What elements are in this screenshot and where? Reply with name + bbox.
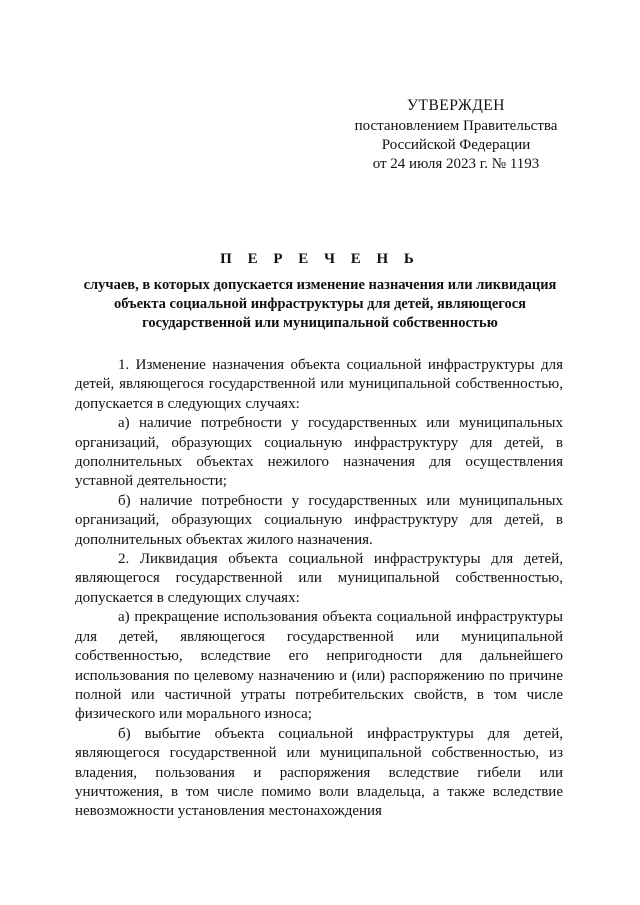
paragraph-1b: б) наличие потребности у государственных или муниципальных организаций, образующих социальную инфраструктуру для детей, в дополнительных объектах жилого назначения.: [75, 492, 563, 548]
document-subtitle: случаев, в которых допускается изменение назначения или ликвидация объекта социальной инфраструктуры для детей, являющегося государственной или муниципальной собственностью: [83, 277, 557, 331]
paragraph-2: 2. Ликвидация объекта социальной инфраструктуры для детей, являющегося государственной или муниципальной собственностью, допускается в следующих случаях:: [75, 551, 563, 606]
approval-line-2: Российской Федерации: [381, 137, 531, 153]
approval-line-3: от 24 июля 2023 г. № 1193: [372, 156, 540, 172]
approval-heading: УТВЕРЖДЕН: [407, 97, 505, 114]
approval-block: [338, 96, 574, 174]
document-title: П Е Р Е Ч Е Н Ь: [220, 251, 420, 267]
paragraph-2b: б) выбытие объекта социальной инфраструктуры для детей, являющегося государственной или муниципальной собственностью, из владения, пользования и распоряжения вследствие гибели или уничтожения, в том числе помимо воли владельца, а также вследствие невозможности установления местонахождения: [75, 725, 563, 820]
paragraph-1a: а) наличие потребности у государственных или муниципальных организаций, образующих социальную инфраструктуру для детей, в дополнительных объектах нежилого назначения для осуществления уставной деятельности;: [75, 415, 563, 490]
paragraph-2a: а) прекращение использования объекта социальной инфраструктуры для детей, являющегося государственной или муниципальной собственностью, вследствие его непригодности для дальнейшего использования по целевому назначению и (или) распоряжению по причине полной или частичной утраты потребительских свойств, в том числе физического или морального износа;: [75, 609, 563, 723]
paragraph-1: 1. Изменение назначения объекта социальной инфраструктуры для детей, являющегося государственной или муниципальной собственностью, допускается в следующих случаях:: [75, 357, 563, 412]
approval-line-1: постановлением Правительства: [354, 118, 558, 134]
document-body: [75, 356, 563, 822]
